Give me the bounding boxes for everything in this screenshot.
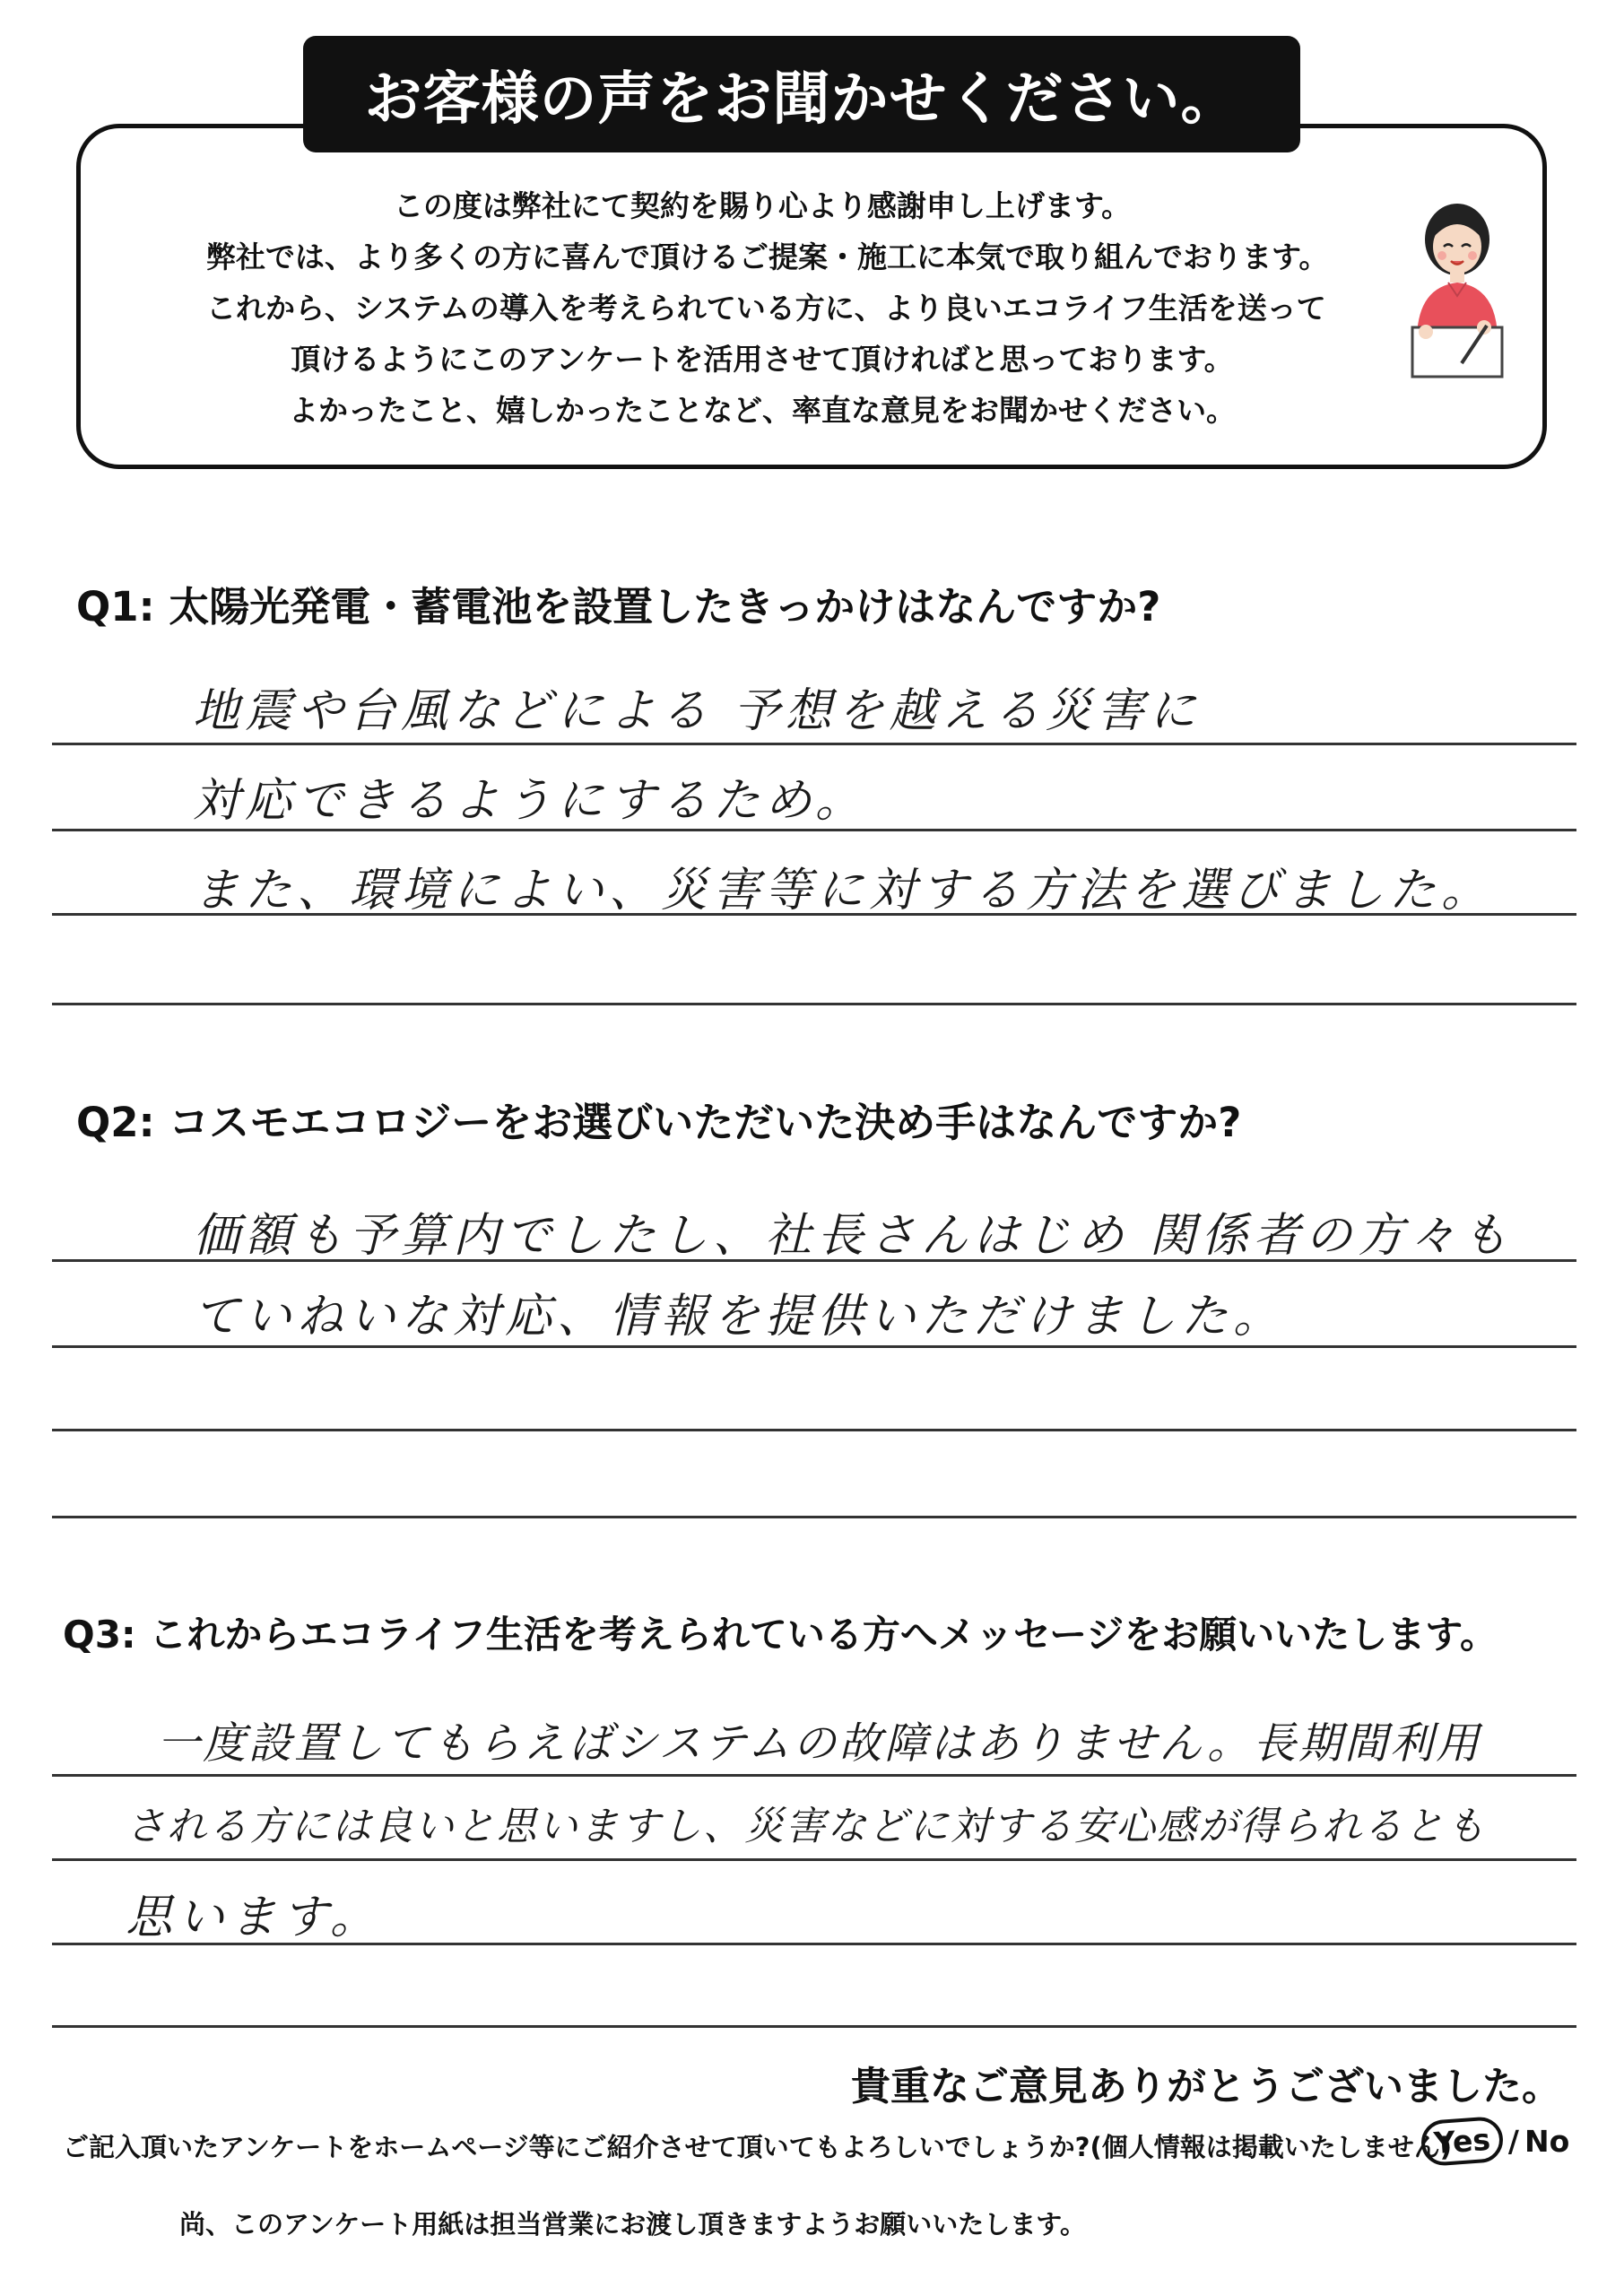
intro-box xyxy=(76,124,1547,469)
answer-rule xyxy=(52,1259,1576,1262)
intro-text xyxy=(206,180,1329,436)
intro-line: よかったこと、嬉しかったことなど、率直な意見をお聞かせください。 xyxy=(289,393,1236,428)
answer-1-line-1: 地震や台風などによる 予想を越える災害に xyxy=(193,684,1202,738)
answer-1-line-2: 対応できるようにするため。 xyxy=(193,774,867,828)
answer-rule xyxy=(52,1858,1576,1861)
answer-rule xyxy=(52,1774,1576,1777)
consent-yes-circled: Yes xyxy=(1420,2116,1504,2167)
answer-rule xyxy=(52,1003,1576,1005)
survey-title: お客様の声をお聞かせください。 xyxy=(364,66,1239,133)
consent-separator: / xyxy=(1507,2124,1519,2159)
consent-no: No xyxy=(1524,2124,1570,2159)
answer-2-line-2: ていねいな対応、情報を提供いただけました。 xyxy=(193,1290,1286,1344)
answer-rule xyxy=(52,829,1576,831)
answer-rule xyxy=(52,743,1576,745)
consent-question: ご記入頂いたアンケートをホームページ等にご紹介させて頂いてもよろしいでしょうか?(個人情報は掲載いたしません) xyxy=(63,2132,1453,2162)
thanks-message: 貴重なご意見ありがとうございました。 xyxy=(851,2064,1561,2109)
answer-3-line-2: される方には良いと思いますし、災害などに対する安心感が得られるとも xyxy=(126,1804,1487,1849)
consent-choice xyxy=(1421,2118,1569,2164)
intro-line: これから、システムの導入を考えられている方に、より良いエコライフ生活を送って xyxy=(206,291,1326,326)
answer-rule xyxy=(52,1429,1576,1431)
answer-3-line-3: 思います。 xyxy=(126,1891,382,1944)
woman-writing-illustration xyxy=(1399,193,1515,390)
answer-2-line-1: 価額も予算内でしたし、社長さんはじめ 関係者の方々も xyxy=(193,1209,1514,1263)
answer-rule xyxy=(52,1345,1576,1348)
survey-title-bar xyxy=(303,36,1300,152)
question-2: Q2: コスモエコロジーをお選びいただいた決め手はなんですか? xyxy=(76,1099,1242,1146)
footer-note: 尚、このアンケート用紙は担当営業にお渡し頂きますようお願いいたします。 xyxy=(179,2209,1086,2239)
answer-rule xyxy=(52,2025,1576,2028)
answer-1-line-3: また、環境によい、災害等に対する方法を選びました。 xyxy=(193,864,1494,918)
question-3: Q3: これからエコライフ生活を考えられている方へメッセージをお願いいたします。 xyxy=(63,1613,1498,1657)
answer-rule xyxy=(52,1943,1576,1945)
answer-rule xyxy=(52,1516,1576,1518)
intro-line: この度は弊社にて契約を賜り心より感謝申し上げます。 xyxy=(393,188,1132,223)
intro-line: 頂けるようにこのアンケートを活用させて頂ければと思っております。 xyxy=(291,342,1234,377)
question-1: Q1: 太陽光発電・蓄電池を設置したきっかけはなんですか? xyxy=(76,583,1161,631)
answer-3-line-1: 一度設置してもらえばシステムの故障はありません。長期間利用 xyxy=(157,1718,1482,1769)
answer-rule xyxy=(52,913,1576,916)
intro-line: 弊社では、より多くの方に喜んで頂けるご提案・施工に本気で取り組んでおります。 xyxy=(206,239,1329,274)
